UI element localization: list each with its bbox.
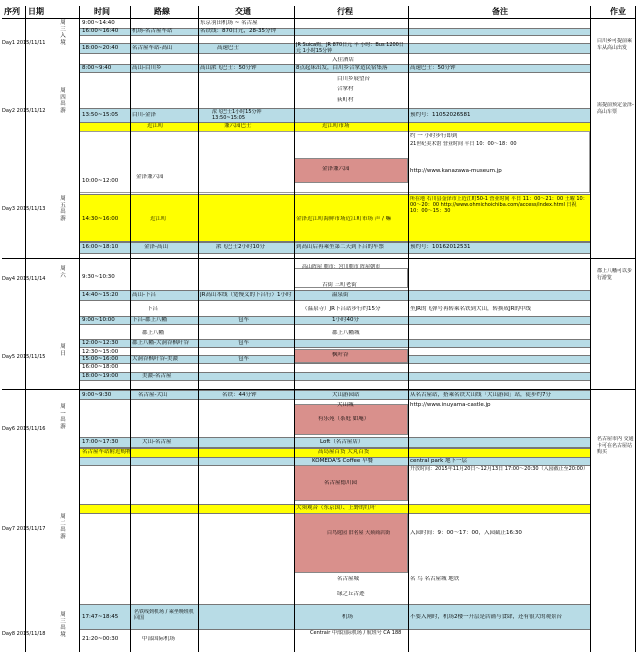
row-transport: 名铁：44分钟 bbox=[222, 392, 257, 398]
row-time: 14:30~16:00 bbox=[82, 216, 119, 222]
row-plan: JR Suica购，JR 870日元 平 小时：Bus 1200日元 1小时15分钟 bbox=[296, 42, 404, 55]
row-place: 下吕-郡上八幡 bbox=[132, 317, 167, 323]
row-plan: 白川乡展望台 bbox=[337, 76, 371, 82]
header-time: 时间 bbox=[94, 7, 110, 16]
row-place: 美濃-名古屋 bbox=[142, 373, 172, 379]
row-time: 9:00~10:00 bbox=[82, 317, 115, 323]
row-place: 近江町 bbox=[147, 123, 164, 129]
row-note: 不要入闸时，机场2楼一升层是店铺与食肆，还有很大的观景台 bbox=[410, 614, 563, 620]
col-divider bbox=[590, 6, 591, 652]
row-time: 17:00~17:30 bbox=[82, 439, 119, 445]
row-plan: （温泉寺）JR下吕站步行约15分 bbox=[302, 306, 381, 312]
row-plan: 有乐苑（茶庭 如庵） bbox=[318, 416, 370, 422]
row-plan: 机场 bbox=[342, 614, 354, 620]
header-remark: 作业 bbox=[610, 7, 626, 16]
row-time: 9:00~14:40 bbox=[82, 20, 115, 26]
row-plan: 白鸟庭园 旧名屋 大须商店街 bbox=[327, 530, 391, 536]
row-time: 13:50~15:05 bbox=[82, 112, 119, 118]
row-transport: 东京羽田机场 ~ 名古屋 bbox=[200, 20, 258, 26]
row-transport: JR高山本线（宽慢义的下吕行）1小时 bbox=[200, 292, 292, 298]
day-date: Day1 2015/11/11 bbox=[2, 40, 46, 46]
day-week: 周二出游 bbox=[60, 514, 66, 540]
day-date: Day2 2015/11/12 bbox=[2, 108, 46, 114]
row-plan: 大须观音（东京国）、上野的红叶 bbox=[296, 505, 376, 511]
row-time: 10:00~12:00 bbox=[82, 178, 119, 184]
day-week: 周四出游 bbox=[60, 88, 66, 114]
row-place: 机场-名古屋车站 bbox=[132, 28, 173, 34]
remark-note: 需提前预定金泽-高山车票 bbox=[597, 102, 634, 115]
row-note: 所在地 石川县金泽市上近江町50-1 营业时间 平日 11：00～21：00 土曜 10：00～20：00 http://www.ohmichoichiba.com/access/index.html 日祝 10：00～15：30 bbox=[410, 196, 588, 215]
day-week: 周三入境 bbox=[60, 20, 66, 46]
day-divider bbox=[2, 258, 636, 259]
row-note: 预约号：10162012531 bbox=[410, 244, 471, 250]
row-transport: 高山浓飞巴士：50分钟 bbox=[200, 65, 257, 71]
row-place: 名铁线到机场 / 乘坐晚班机回国 bbox=[134, 609, 194, 622]
row-plan: 1小时40分 bbox=[332, 317, 359, 323]
row-note: http://www.kanazawa-museum.jp bbox=[410, 168, 502, 174]
row-plan: 犬山游园站 bbox=[332, 392, 360, 398]
row-note: 开放时间：2015年11月20日～12月13日 17:00～20:30（入园截止至20:00） bbox=[410, 466, 588, 472]
row-note: 21世纪美术馆 营业时间 平日 10：00～18：00 bbox=[410, 141, 517, 147]
day-week: 周一出游 bbox=[60, 404, 66, 430]
row-time: 12:30~15:00 bbox=[82, 349, 119, 355]
header-place: 路線 bbox=[154, 7, 170, 16]
row-plan: 郡上八幡城 bbox=[332, 330, 360, 336]
header-notes: 备注 bbox=[492, 7, 508, 16]
header-transport: 交通 bbox=[235, 7, 251, 16]
row-plan: KOMEDA'S Coffee 早餐 bbox=[312, 458, 374, 464]
col-divider bbox=[79, 6, 80, 652]
row-time: 16:00~16:40 bbox=[82, 28, 119, 34]
row-transport: 兼六园巴士 bbox=[224, 123, 252, 129]
row-time: 18:00~19:00 bbox=[82, 373, 119, 379]
row-place: 金泽兼六园 bbox=[136, 174, 164, 180]
row-place: 名古屋-犬山 bbox=[138, 392, 168, 398]
day-date: Day3 2015/11/13 bbox=[2, 206, 46, 212]
col-divider bbox=[25, 6, 26, 652]
row-plan: 绿之丘古迹 bbox=[337, 591, 365, 597]
row-transport: 名铁线：870日元，28-35分钟 bbox=[200, 28, 276, 34]
row-note: 从名古屋站，搭乘名铁犬山线「犬山游园」站，徒步约7分 bbox=[410, 392, 552, 398]
row-note: 坐JR的飞弹号再转乘名铁到犬山，转换成JR的中线 bbox=[410, 306, 531, 312]
row-transport: 包车 bbox=[238, 340, 250, 346]
table-header bbox=[2, 6, 636, 19]
row-place: 近江町 bbox=[150, 216, 167, 222]
row-time: 14:40~15:20 bbox=[82, 292, 119, 298]
row-plan: 高岛屋百货 大丸百货 bbox=[318, 449, 370, 455]
row-plan: 高山阵屋 朝市：宫川朝市 阵屋朝市 bbox=[302, 264, 381, 270]
row-plan: 古街 三町老街 bbox=[322, 282, 357, 288]
row-plan: 金泽兼六园 bbox=[322, 166, 350, 172]
row-plan: 温泉街 bbox=[332, 292, 349, 298]
day-week: 周六 bbox=[60, 266, 66, 279]
row-note: 预约号：11052026581 bbox=[410, 112, 471, 118]
row-plan: 名古屋城 bbox=[337, 576, 360, 582]
row-plan: 枫叶谷 bbox=[332, 352, 349, 358]
row-transport: 高速巴士 bbox=[217, 45, 240, 51]
row-place: 犬山-名古屋 bbox=[142, 439, 172, 445]
day-date: Day5 2015/11/15 bbox=[2, 354, 46, 360]
row-note: 入园时间：9：00～17：00，入园截止16:30 bbox=[410, 530, 522, 536]
row-place: 金泽-高山 bbox=[144, 244, 168, 250]
row-plan: 到高山后再乘坐第二天到下吕的车票 bbox=[296, 244, 385, 250]
row-plan: 8点起床出发，白川乡合掌造民宿集落 bbox=[296, 65, 388, 71]
day-week: 周五出游 bbox=[60, 196, 66, 222]
row-time: 9:30~10:30 bbox=[82, 274, 115, 280]
row-note: 约 一 小时步行即到 bbox=[410, 133, 458, 139]
row-note: central park 地下一层 bbox=[410, 458, 468, 464]
row-transport: 包车 bbox=[238, 356, 250, 362]
row-place: 高山-下吕 bbox=[132, 292, 156, 298]
row-note: http://www.inuyama-castle.jp bbox=[410, 402, 491, 408]
row-plan: 入住酒店 bbox=[332, 57, 355, 63]
row-place: 郡上八幡 bbox=[142, 330, 165, 336]
row-plan: 名古屋德川园 bbox=[324, 480, 358, 486]
row-time: 21:20~00:30 bbox=[82, 636, 119, 642]
col-divider bbox=[130, 6, 131, 652]
row-plan: Loft（名古屋店） bbox=[320, 439, 364, 445]
day-date: Day8 2015/11/18 bbox=[2, 631, 46, 637]
row-plan: 合掌村 bbox=[337, 86, 354, 92]
row-place: 名古屋车站-高山 bbox=[132, 45, 173, 51]
itinerary-table bbox=[2, 6, 636, 652]
row-place: 名古屋车站附近购物 bbox=[82, 449, 132, 455]
col-divider bbox=[294, 6, 295, 652]
row-place: 白川-金泽 bbox=[132, 112, 156, 118]
row-transport: 浓飞巴士2小时10分 bbox=[216, 244, 265, 250]
row-plan: 犬山城 bbox=[337, 402, 354, 408]
row-plan: Centrair 中部国际机场 / 航班号 CA 188 bbox=[310, 630, 402, 636]
header-plan: 行程 bbox=[337, 7, 353, 16]
row-time: 8:00~9:40 bbox=[82, 65, 112, 71]
row-plan: 金泽近江町海鲜市场近江町市场 声 / 嘛 bbox=[296, 216, 392, 222]
remark-note: 名古屋市内 交通卡可在名古屋站购买 bbox=[597, 436, 634, 455]
row-transport: 包车 bbox=[238, 317, 250, 323]
row-time: 17:47~18:45 bbox=[82, 614, 119, 620]
day-week: 周三出境 bbox=[60, 612, 66, 638]
day-week: 周日 bbox=[60, 344, 66, 357]
row-time: 9:00~9:30 bbox=[82, 392, 112, 398]
day-date: Day6 2015/11/16 bbox=[2, 426, 46, 432]
header-index: 序列 bbox=[4, 7, 20, 16]
remark-note: 郡上八幡可以步行游览 bbox=[597, 268, 633, 281]
day-date: Day4 2015/11/14 bbox=[2, 276, 46, 282]
col-divider bbox=[198, 6, 199, 652]
row-plan: 近江町市场 bbox=[322, 123, 350, 129]
row-place: 中部国际机场 bbox=[142, 636, 176, 642]
row-time: 12:00~12:30 bbox=[82, 340, 119, 346]
row-plan: 荻町村 bbox=[337, 97, 354, 103]
day-date: Day7 2015/11/17 bbox=[2, 526, 46, 532]
row-place: 下吕 bbox=[147, 306, 159, 312]
row-place: 高山-白川乡 bbox=[132, 65, 162, 71]
row-time: 18:00~20:40 bbox=[82, 45, 119, 51]
row-transport: 浓飞巴士1小时15分钟 13:50~15:05 bbox=[212, 109, 262, 122]
row-note: 高速巴士：50分钟 bbox=[410, 65, 456, 71]
row-time: 16:00~18:10 bbox=[82, 244, 119, 250]
col-divider bbox=[408, 6, 409, 652]
row-place: 郡上八幡-大洞谷枫叶谷 bbox=[132, 340, 189, 346]
header-date: 日期 bbox=[28, 7, 44, 16]
row-note: 名 鸟 名古屋城 地铁 bbox=[410, 576, 460, 582]
row-place: 大洞谷枫叶谷-美濃 bbox=[132, 356, 178, 362]
col-divider bbox=[635, 6, 636, 652]
row-time: 15:00~16:00 bbox=[82, 356, 119, 362]
row-time: 16:00~18:00 bbox=[82, 364, 119, 370]
remark-note: 白川乡可提前乘车从高山出发 bbox=[597, 38, 633, 51]
